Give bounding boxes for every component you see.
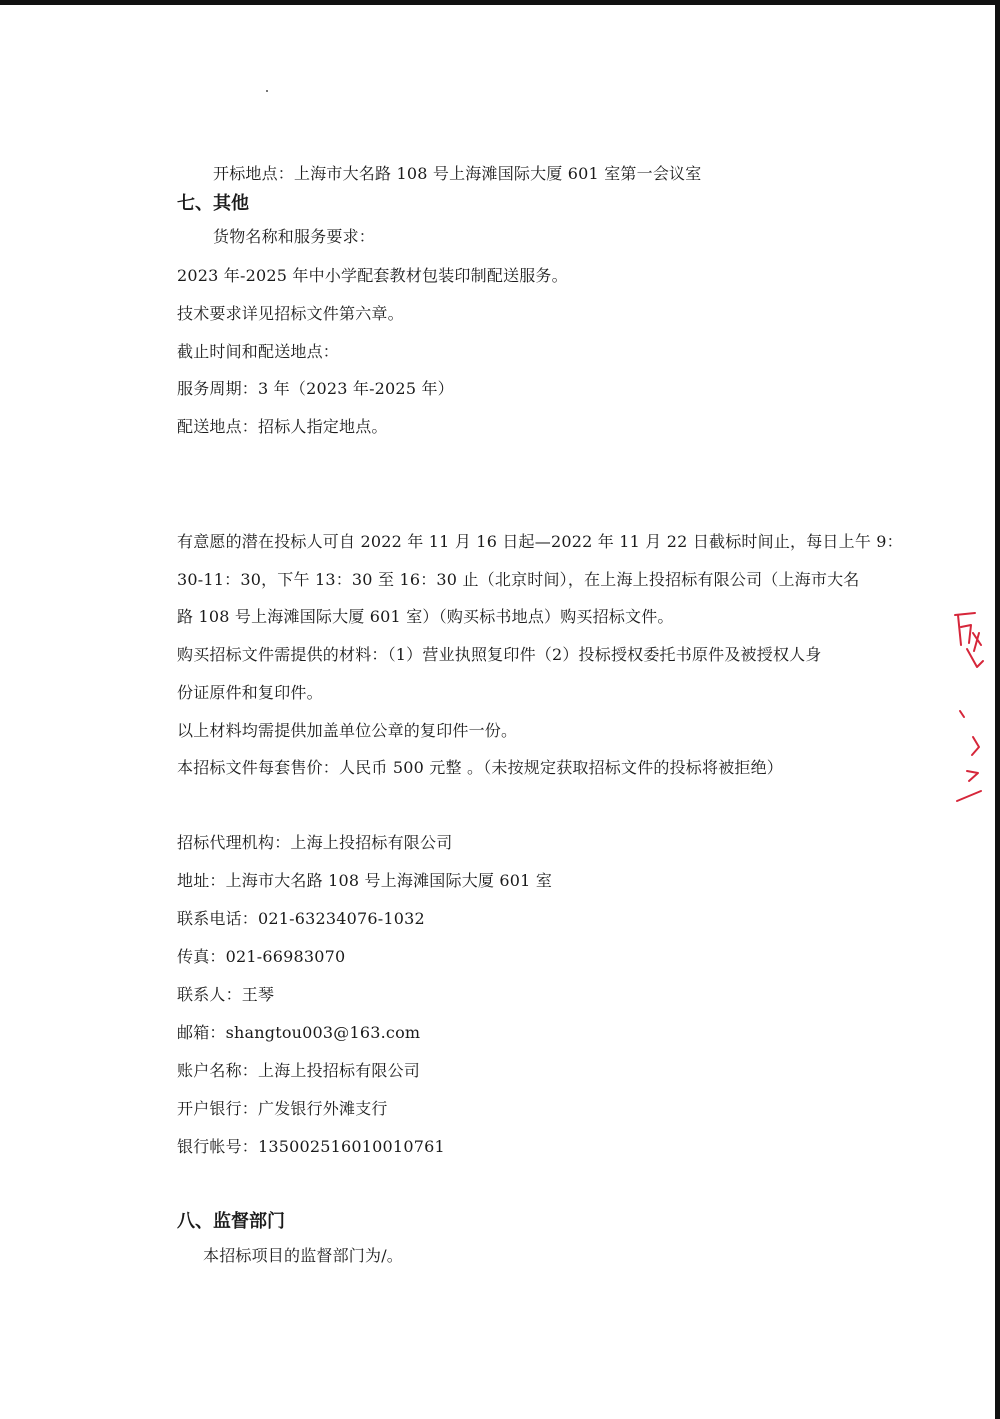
delivery-location: 配送地点：招标人指定地点。 [177, 417, 388, 436]
purchase-info-line: 有意愿的潜在投标人可自 2022 年 11 月 16 日起—2022 年 11 月 22 日截标时间止，每日上午 9： [177, 532, 903, 551]
agency-address: 地址：上海市大名路 108 号上海滩国际大厦 601 室 [177, 871, 553, 890]
required-materials-line: 购买招标文件需提供的材料：（1）营业执照复印件（2）投标授权委托书原件及被授权人身 [177, 645, 822, 664]
technical-requirements: 技术要求详见招标文件第六章。 [177, 304, 404, 323]
service-period: 服务周期：3 年（2023 年-2025 年） [177, 379, 454, 398]
document-price: 本招标文件每套售价：人民币 500 元整 。（未按规定获取招标文件的投标将被拒绝） [177, 758, 783, 777]
agency-contact-person: 联系人：王琴 [177, 985, 275, 1004]
required-materials-line: 份证原件和复印件。 [177, 683, 323, 702]
agency-fax: 传真：021-66983070 [177, 947, 346, 966]
handwritten-pen-mark [945, 605, 995, 810]
supervision-statement: 本招标项目的监督部门为/。 [203, 1246, 403, 1265]
bank-name: 开户银行：广发银行外滩支行 [177, 1099, 388, 1118]
section-7-heading: 七、其他 [177, 193, 249, 214]
section-8-heading: 八、监督部门 [177, 1211, 285, 1232]
purchase-info-line: 路 108 号上海滩国际大厦 601 室）（购买标书地点）购买招标文件。 [177, 607, 674, 626]
agency-name: 招标代理机构：上海上投招标有限公司 [177, 833, 453, 852]
goods-services-label: 货物名称和服务要求： [213, 227, 376, 246]
bid-opening-location: 开标地点：上海市大名路 108 号上海滩国际大厦 601 室第一会议室 [213, 164, 702, 183]
purchase-info-line: 30-11：30，下午 13：30 至 16：30 止（北京时间），在上海上投招标有限公司（上海市大名 [177, 570, 860, 589]
bank-account-number: 银行帐号：135002516010010761 [177, 1137, 445, 1156]
stamp-requirement: 以上材料均需提供加盖单位公章的复印件一份。 [177, 721, 518, 740]
deadline-delivery-label: 截止时间和配送地点： [177, 342, 340, 361]
account-name: 账户名称：上海上投招标有限公司 [177, 1061, 421, 1080]
service-description: 2023 年-2025 年中小学配套教材包装印制配送服务。 [177, 266, 568, 285]
agency-phone: 联系电话：021-63234076-1032 [177, 909, 425, 928]
agency-email: 邮箱：shangtou003@163.com [177, 1023, 421, 1042]
scan-speck [266, 90, 268, 92]
